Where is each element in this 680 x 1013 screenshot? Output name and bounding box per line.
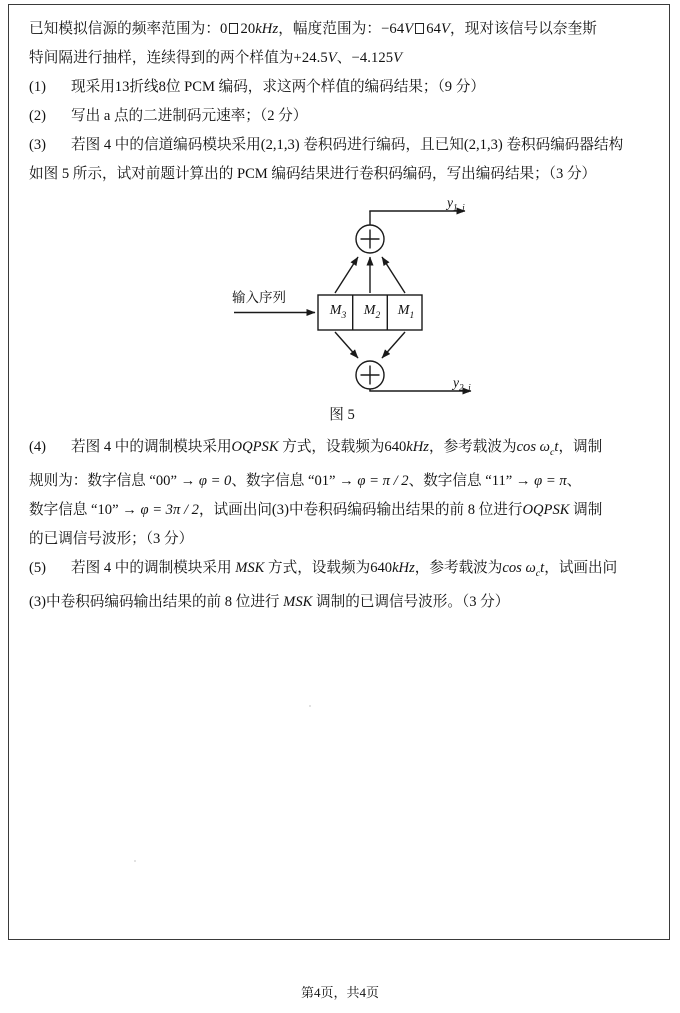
question-continuation-line xyxy=(29,525,655,554)
question-text-segment: ，调制 xyxy=(558,439,603,455)
question-text-segment: 位 PCM 编码，求这两个样值的编码结果；（9 分） xyxy=(165,79,485,95)
question-text-segment: kHz xyxy=(392,559,415,576)
question-number: (4) xyxy=(29,439,47,455)
input-sequence-label: 输入序列 xyxy=(232,290,286,305)
sample-value-2-unit: V xyxy=(393,50,403,66)
sample-value-2: −4.125 xyxy=(351,50,394,66)
freq-low: 0 xyxy=(220,21,228,37)
question-first-line xyxy=(29,433,655,467)
intro-text-a: 已知模拟信源的频率范围为： xyxy=(29,21,221,37)
question-text-segment: 、数字信息 “01” → xyxy=(231,472,358,489)
question-first-line xyxy=(29,131,655,160)
question-text-segment: MSK xyxy=(283,593,313,610)
sample-value-1: +24.5 xyxy=(293,50,328,66)
sample-value-1-unit: V xyxy=(327,50,337,66)
questions-group-b xyxy=(29,433,655,617)
question-text-segment: 卷积码编码器结构 xyxy=(502,137,624,153)
questions-group-a xyxy=(29,73,655,189)
question-text-segment: ，参考载波为 xyxy=(414,559,503,576)
question-text-segment: 13 xyxy=(114,79,130,95)
intro-text-c: ，现对该信号以奈奎斯 xyxy=(450,21,597,37)
question-text-segment: 方式，设载频为 xyxy=(278,439,385,455)
question-text-segment: φ = π / 2 xyxy=(357,472,409,489)
amp-high-unit: V xyxy=(441,21,451,37)
question-text-segment: (3)中卷积码编码输出结果的前 8 位进行 xyxy=(29,593,284,610)
sample-separator: 、 xyxy=(336,50,352,66)
question-text-segment: OQPSK xyxy=(231,439,279,455)
question-first-line xyxy=(29,102,655,131)
intro-paragraph-line2 xyxy=(29,44,655,73)
question-first-line xyxy=(29,73,655,102)
question-text-segment: $\cos \omega_c$ xyxy=(502,559,541,579)
question-text-segment: (2,1,3) xyxy=(463,137,503,153)
question-text-segment: OQPSK xyxy=(522,501,570,518)
question-number: (3) xyxy=(29,137,47,153)
register-label-m2: $M_2$ xyxy=(363,303,381,321)
range-dash-glyph xyxy=(229,23,238,34)
question-text-segment: 折线 xyxy=(129,79,159,95)
question-text-segment: 数字信息 “10” → xyxy=(29,501,141,518)
question-number: (5) xyxy=(29,559,47,576)
question-text-segment: 的已调信号波形；（3 分） xyxy=(29,530,194,547)
question-text-segment: φ = 0 xyxy=(198,472,232,489)
question-text-segment: $\cos \omega_c$ xyxy=(516,439,555,458)
amp-low: −64 xyxy=(381,21,405,37)
question-text-segment: t xyxy=(554,439,559,455)
question-continuation-line xyxy=(29,496,655,525)
convolutional-encoder-diagram xyxy=(29,195,655,400)
question-text-segment: 现采用 xyxy=(71,79,115,95)
figure-caption: 图 5 xyxy=(329,407,355,423)
scan-speck xyxy=(309,705,311,707)
amp-high: 64 xyxy=(426,21,442,37)
question-continuation-line xyxy=(29,588,655,617)
question-text-segment: 调制 xyxy=(569,501,603,518)
question-text-segment: MSK xyxy=(235,559,265,576)
question-text-segment: 若图 4 中的信道编码模块采用 xyxy=(71,137,261,153)
question-text-segment: 640 xyxy=(370,559,393,576)
question-continuation-line xyxy=(29,467,655,496)
question-text-segment: 如图 5 所示，试对前题计算出的 PCM 编码结果进行卷积码编码，写出编码结果；（3 分） xyxy=(29,166,597,182)
page-footer: 第4页，共4页 xyxy=(300,985,379,1000)
question-text-segment: (2,1,3) xyxy=(260,137,300,153)
question-text-segment: 、 xyxy=(566,472,582,489)
question-text-segment: 写出 a 点的二进制码元速率；（2 分） xyxy=(71,108,308,124)
question-text-segment: ，试画出问 xyxy=(544,559,618,576)
question-text-segment: t xyxy=(540,559,545,576)
question-text-segment: ，试画出问(3)中卷积码编码输出结果的前 8 位进行 xyxy=(198,501,523,518)
page-content-frame xyxy=(8,4,670,940)
question-text-segment: 方式，设载频为 xyxy=(264,559,371,576)
question-text-segment: φ = 3π / 2 xyxy=(140,501,199,518)
question-text-segment: ，参考载波为 xyxy=(428,439,517,455)
question-text-segment: φ = π xyxy=(534,472,567,489)
intro-text-d: 特间隔进行抽样，连续得到的两个样值为 xyxy=(29,50,294,66)
question-text-segment: 若图 4 中的调制模块采用 xyxy=(71,439,232,455)
range-dash-glyph-2 xyxy=(415,23,424,34)
intro-text-b: ，幅度范围为： xyxy=(278,21,382,37)
question-continuation-line xyxy=(29,160,655,189)
intro-paragraph xyxy=(29,15,655,44)
freq-high: 20 xyxy=(240,21,256,37)
document-body xyxy=(29,15,655,617)
question-text-segment: 、数字信息 “11” → xyxy=(408,472,535,489)
question-text-segment: kHz xyxy=(406,439,429,455)
question-text-segment: 卷积码进行编码，且已知 xyxy=(299,137,464,153)
amp-low-unit: V xyxy=(404,21,414,37)
question-number: (1) xyxy=(29,79,47,95)
question-number: (2) xyxy=(29,108,47,124)
register-label-m1: $M_1$ xyxy=(397,303,415,321)
question-text-segment: 规则为：数字信息 “00” → xyxy=(29,472,199,489)
scan-speck xyxy=(134,860,136,862)
register-label-m3: $M_3$ xyxy=(329,303,347,321)
question-text-segment: 8 xyxy=(158,79,166,95)
freq-unit: kHz xyxy=(255,21,279,37)
figure-5 xyxy=(29,195,655,433)
carrier-subscript: c xyxy=(549,446,555,458)
question-text-segment: 若图 4 中的调制模块采用 xyxy=(71,559,236,576)
output-label-y2: $y_{2, j}$ xyxy=(453,375,471,393)
question-text-segment: 640 xyxy=(384,439,407,455)
output-label-y1: $y_{1, j}$ xyxy=(447,195,465,213)
question-text-segment: 调制的已调信号波形。（3 分） xyxy=(312,593,510,610)
carrier-subscript: c xyxy=(535,567,541,579)
question-first-line xyxy=(29,554,655,588)
